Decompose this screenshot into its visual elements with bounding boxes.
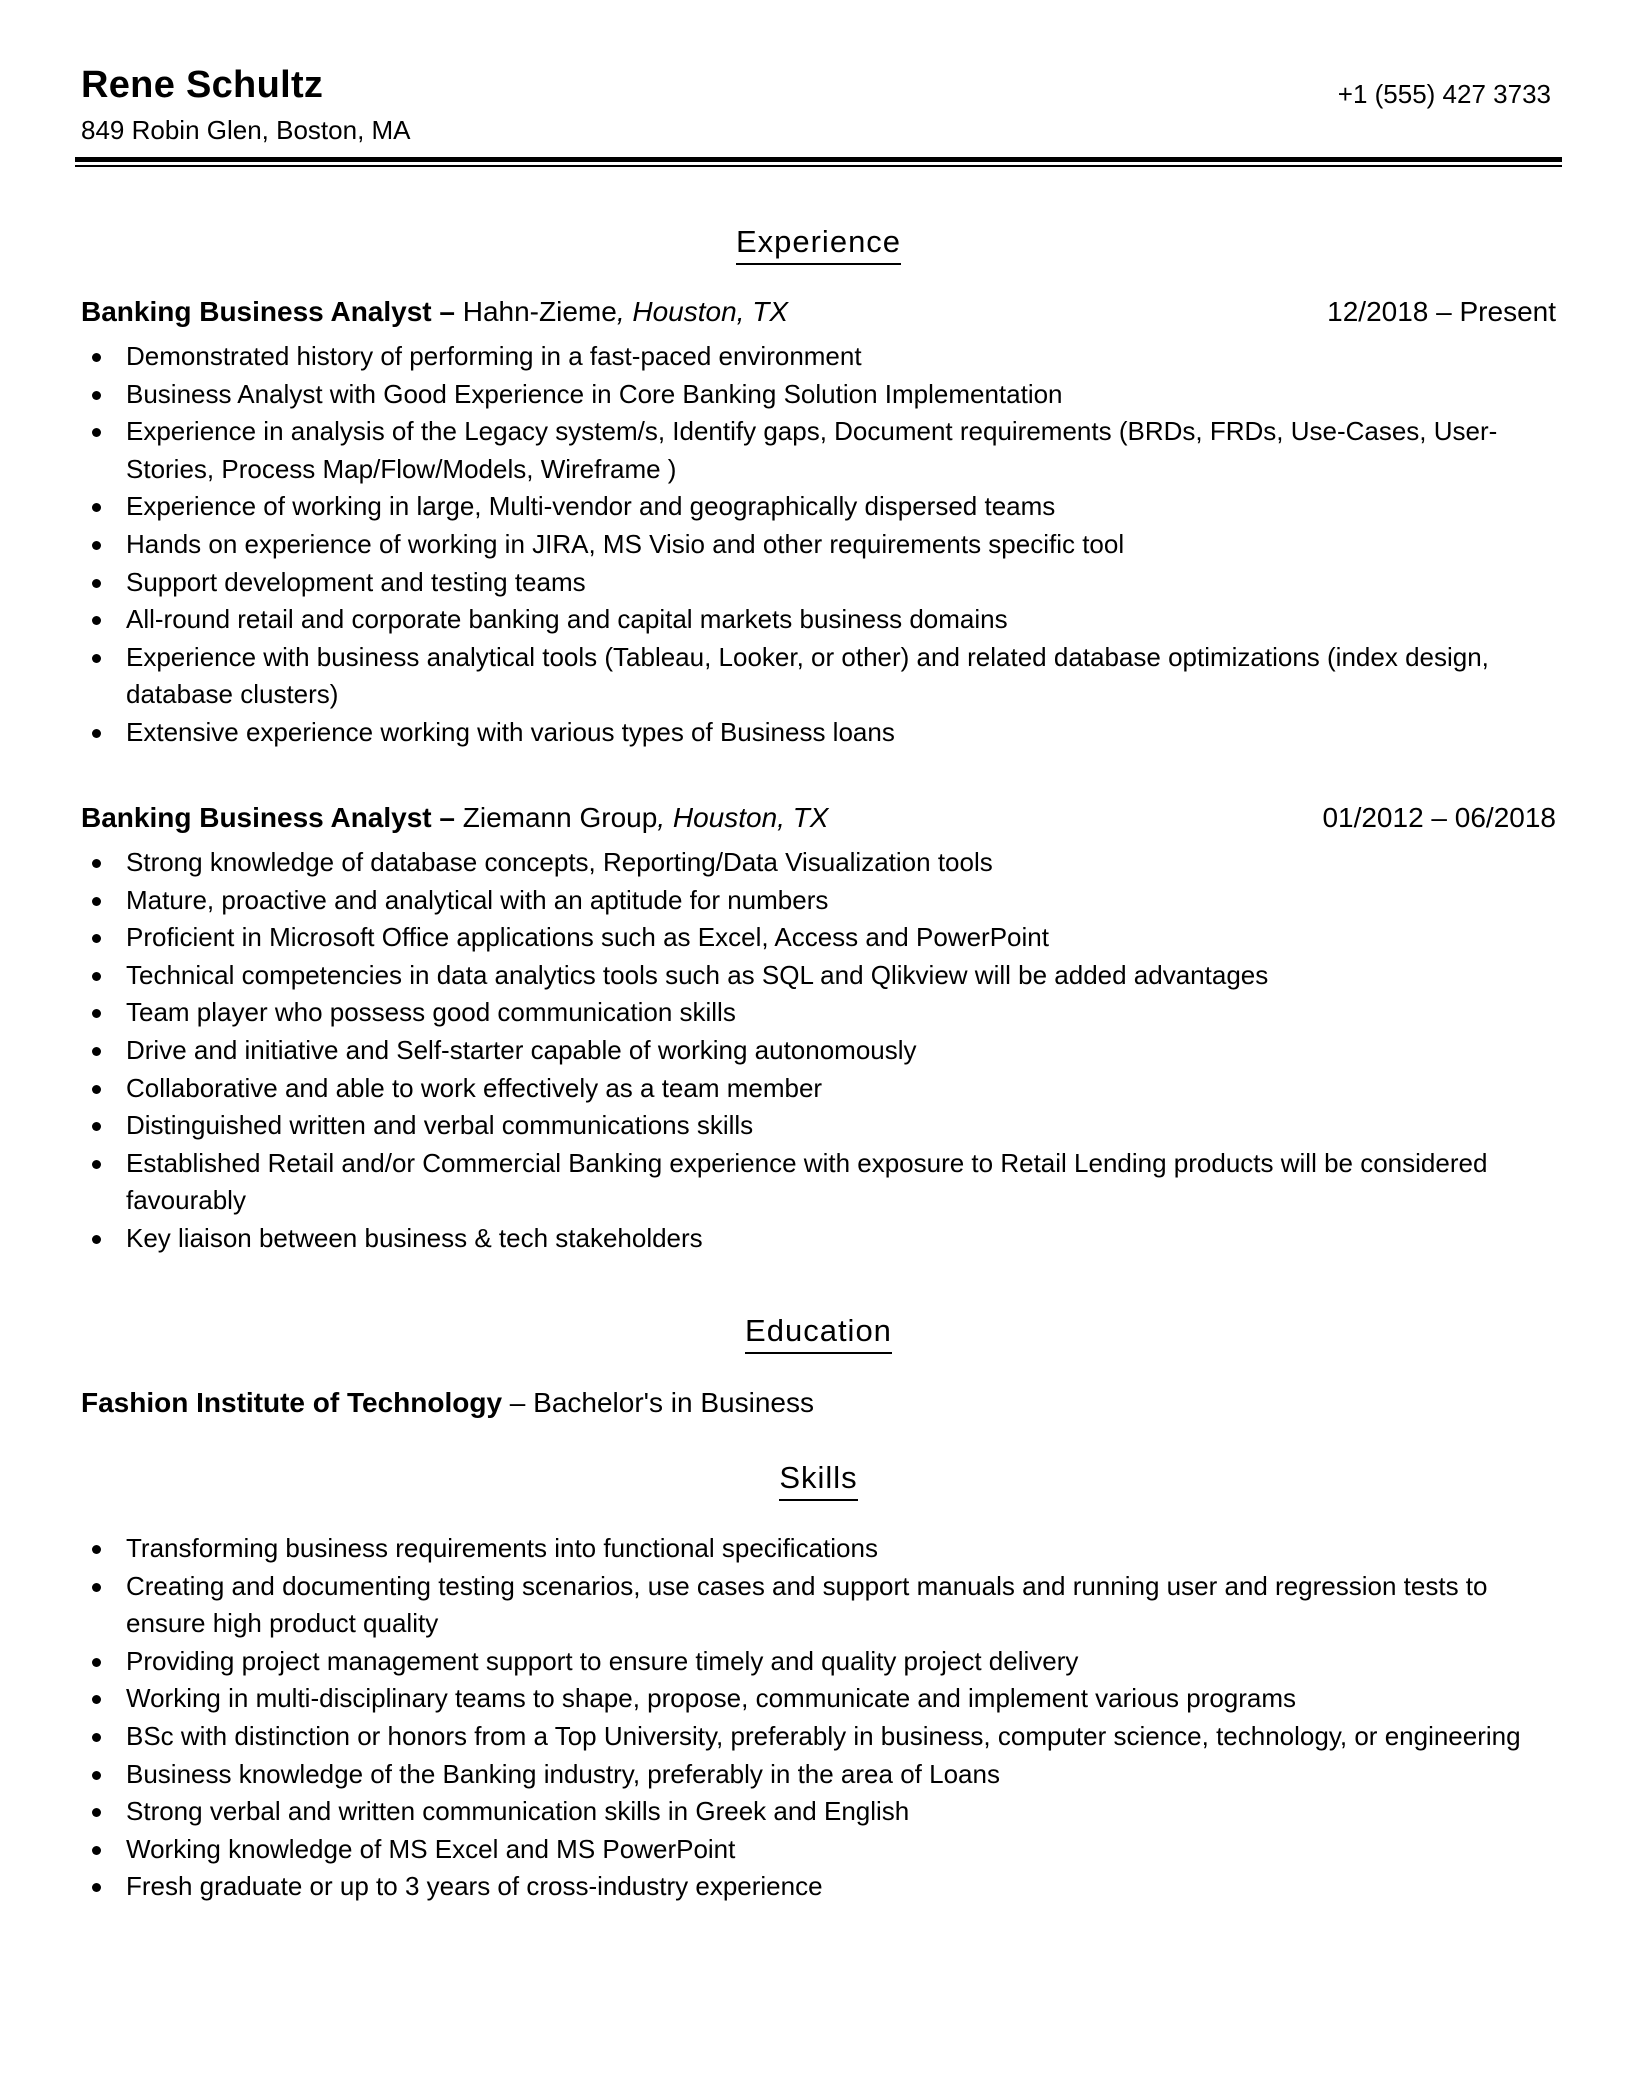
list-item: Transforming business requirements into functional specifications	[126, 1530, 1566, 1568]
list-item: Business knowledge of the Banking industry, preferably in the area of Loans	[126, 1756, 1566, 1794]
list-item: Fresh graduate or up to 3 years of cross-industry experience	[126, 1868, 1566, 1906]
list-item: Distinguished written and verbal communications skills	[126, 1107, 1566, 1145]
list-item: Team player who possess good communication skills	[126, 994, 1566, 1032]
experience-heading-wrap	[81, 222, 1556, 265]
job-header	[81, 294, 1556, 330]
list-item: Experience of working in large, Multi-vendor and geographically dispersed teams	[126, 488, 1566, 526]
list-item: Working knowledge of MS Excel and MS PowerPoint	[126, 1831, 1566, 1869]
candidate-address: 849 Robin Glen, Boston, MA	[81, 115, 411, 145]
list-item: Creating and documenting testing scenarios, use cases and support manuals and running user and regression tests to ensure high product quality	[126, 1568, 1566, 1643]
header-divider-thin	[75, 165, 1562, 167]
list-item: Working in multi-disciplinary teams to shape, propose, communicate and implement various programs	[126, 1680, 1566, 1718]
resume-header	[81, 0, 1556, 170]
skills-list	[81, 1530, 1566, 1906]
list-item: Key liaison between business & tech stakeholders	[126, 1220, 1566, 1258]
job-title: Banking Business Analyst –	[81, 802, 455, 833]
school-name: Fashion Institute of Technology	[81, 1387, 503, 1418]
list-item: BSc with distinction or honors from a Top University, preferably in business, computer science, technology, or engineering	[126, 1718, 1566, 1756]
education-heading-wrap	[81, 1311, 1556, 1354]
job-dates: 12/2018 – Present	[1327, 296, 1556, 327]
list-item: Collaborative and able to work effectively as a team member	[126, 1070, 1566, 1108]
list-item: Support development and testing teams	[126, 564, 1566, 602]
candidate-name: Rene Schultz	[81, 64, 324, 106]
list-item: Proficient in Microsoft Office applications such as Excel, Access and PowerPoint	[126, 919, 1566, 957]
list-item: Demonstrated history of performing in a fast-paced environment	[126, 338, 1566, 376]
list-item: Providing project management support to ensure timely and quality project delivery	[126, 1643, 1566, 1681]
list-item: Mature, proactive and analytical with an aptitude for numbers	[126, 882, 1566, 920]
job-dates: 01/2012 – 06/2018	[1322, 802, 1556, 833]
job-location: , Houston, TX	[616, 296, 788, 327]
list-item: Extensive experience working with various types of Business loans	[126, 714, 1566, 752]
candidate-phone: +1 (555) 427 3733	[1337, 79, 1551, 109]
job-company: Ziemann Group	[454, 802, 658, 833]
list-item: Strong verbal and written communication skills in Greek and English	[126, 1793, 1566, 1831]
job-company: Hahn-Zieme	[454, 296, 617, 327]
skills-heading-wrap	[81, 1458, 1556, 1501]
list-item: Business Analyst with Good Experience in Core Banking Solution Implementation	[126, 376, 1566, 414]
list-item: All-round retail and corporate banking and capital markets business domains	[126, 601, 1566, 639]
list-item: Established Retail and/or Commercial Banking experience with exposure to Retail Lending products will be considered favourably	[126, 1145, 1566, 1220]
education-heading: Education	[745, 1311, 892, 1354]
list-item: Strong knowledge of database concepts, Reporting/Data Visualization tools	[126, 844, 1566, 882]
degree: – Bachelor's in Business	[502, 1387, 814, 1418]
list-item: Hands on experience of working in JIRA, MS Visio and other requirements specific tool	[126, 526, 1566, 564]
education-entry	[81, 1385, 814, 1421]
job-title: Banking Business Analyst –	[81, 296, 455, 327]
experience-heading: Experience	[736, 222, 901, 265]
list-item: Technical competencies in data analytics tools such as SQL and Qlikview will be added advantages	[126, 957, 1566, 995]
list-item: Experience with business analytical tools (Tableau, Looker, or other) and related database optimizations (index design, database clusters)	[126, 639, 1566, 714]
job-location: , Houston, TX	[657, 802, 829, 833]
skills-heading: Skills	[779, 1458, 857, 1501]
job-bullets	[81, 844, 1566, 1258]
list-item: Experience in analysis of the Legacy system/s, Identify gaps, Document requirements (BRDs, FRDs, Use-Cases, User-Stories, Process Map/Flow/Models, Wireframe )	[126, 413, 1566, 488]
header-divider-thick	[75, 157, 1562, 162]
job-header	[81, 800, 1556, 836]
resume-page	[81, 0, 1556, 1902]
job-bullets	[81, 338, 1566, 752]
list-item: Drive and initiative and Self-starter capable of working autonomously	[126, 1032, 1566, 1070]
